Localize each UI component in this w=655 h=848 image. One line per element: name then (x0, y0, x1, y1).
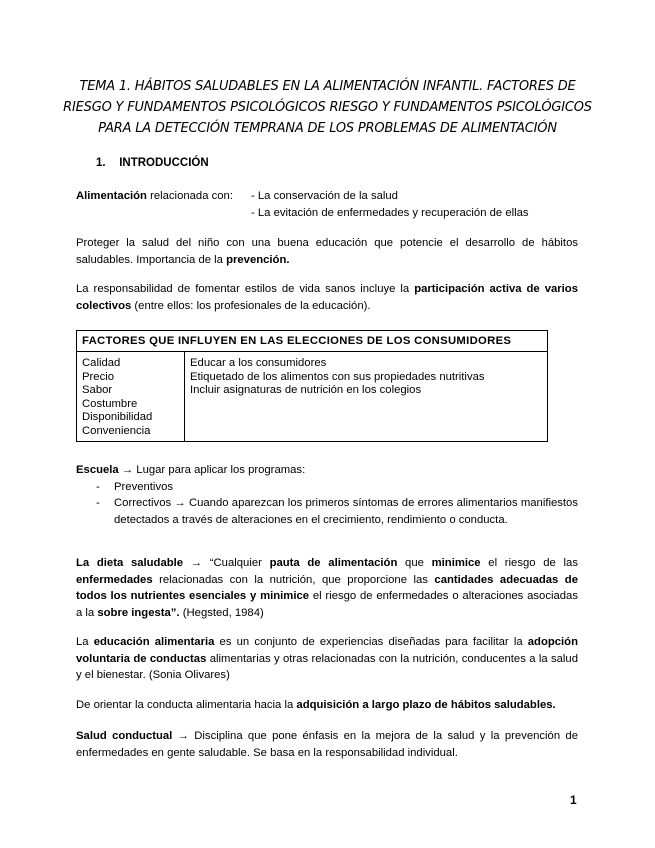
section-heading (96, 157, 209, 169)
title-line-2: RIESGO Y FUNDAMENTOS PSICOLÓGICOS RIESGO Y FUNDAMENTOS PSICOLÓGICOS (63, 100, 592, 115)
responsabilidad-text-2: (entre ellos: los profesionales de la educación). (131, 299, 371, 312)
salud-bold: Salud conductual (76, 730, 173, 742)
alimentacion-items (251, 188, 529, 221)
section-number: 1. (96, 157, 106, 169)
proteger-text: Proteger la salud del niño con una buena educación que potencie el desarrollo de hábitos saludables. Importancia de la (76, 237, 578, 266)
escuela-list (76, 479, 578, 529)
dieta-bold-5: cantidades adecuadas de todos los nutrientes esenciales y minimice (76, 573, 578, 602)
factor-item: Conveniencia (82, 424, 151, 437)
factor-item: Calidad (82, 357, 121, 369)
factors-cell (77, 352, 185, 442)
escuela-term: Escuela (76, 464, 119, 476)
list-item (76, 479, 578, 496)
list-item-text: Preventivos (114, 480, 174, 493)
salud-paragraph (76, 728, 578, 761)
alimentacion-label (76, 188, 233, 205)
table-row (77, 352, 548, 442)
table-header-row (77, 331, 548, 352)
salud-text: → Disciplina que pone énfasis en la mejora de la salud y la prevención de enfermedades en gente saludable. Se basa en la responsabilidad individual. (76, 730, 578, 759)
actions-cell (185, 352, 548, 442)
proteger-bold: prevención. (226, 253, 290, 266)
title-line-1: TEMA 1. HÁBITOS SALUDABLES EN LA ALIMENTACIÓN INFANTIL. FACTORES DE (79, 79, 576, 94)
responsabilidad-text-1: La responsabilidad de fomentar estilos de vida sanos incluye la (76, 283, 415, 295)
educacion-bold-1: educación alimentaria (93, 636, 215, 648)
dieta-bold-6: sobre ingesta”. (97, 606, 180, 619)
dieta-bold-2: pauta de alimentación (269, 557, 398, 569)
alimentacion-item-2: - La evitación de enfermedades y recuperación de ellas (251, 206, 529, 219)
escuela-paragraph (76, 462, 578, 528)
educacion-paragraph (76, 634, 578, 684)
dieta-bold-4: enfermedades (76, 573, 153, 586)
dieta-bold-3: minimice (431, 557, 481, 569)
dieta-text-1: → “Cualquier (183, 557, 270, 569)
dieta-text-4: relacionadas con la nutrición, que proporcione las (152, 573, 435, 586)
educacion-text-2: es un conjunto de experiencias diseñadas para facilitar la (214, 636, 528, 648)
responsabilidad-bold: participación activa de varios colectivos (76, 283, 578, 312)
orientar-text: De orientar la conducta alimentaria hacia la (76, 699, 297, 711)
escuela-rest: → Lugar para aplicar los programas: (118, 464, 306, 476)
factors-table (76, 330, 548, 442)
dieta-text-2: que (397, 557, 432, 569)
action-item: Educar a los consumidores (190, 357, 327, 369)
alimentacion-item-1: - La conservación de la salud (251, 190, 398, 202)
educacion-text-3: alimentarias y otras relacionadas con la nutrición, conducentes a la salud y el bienestar. (Sonia Olivares) (76, 652, 578, 681)
dash-bullet: - (96, 480, 100, 493)
factor-item: Costumbre (82, 397, 138, 410)
dieta-bold-1: La dieta saludable (76, 557, 184, 569)
action-item: Etiquetado de los alimentos con sus propiedades nutritivas (190, 370, 485, 383)
dieta-text-3: el riesgo de las (480, 557, 578, 569)
dieta-text-5: el riesgo de enfermedades o alteraciones asociadas a la (76, 590, 578, 619)
factor-item: Precio (82, 370, 115, 383)
orientar-paragraph (76, 697, 578, 714)
educacion-text-1: La (76, 636, 94, 648)
dieta-text-6: (Hegsted, 1984) (179, 606, 264, 619)
title-line-3: PARA LA DETECCIÓN TEMPRANA DE LOS PROBLEMAS DE ALIMENTACIÓN (98, 121, 557, 136)
alimentacion-term: Alimentación (76, 190, 147, 202)
proteger-paragraph (76, 235, 578, 268)
dieta-paragraph (76, 555, 578, 621)
document-title (60, 76, 595, 139)
escuela-line (76, 462, 578, 479)
list-item-text: Correctivos → Cuando aparezcan los primeros síntomas de errores alimentarios manifiestos detectados a través de alteraciones en el crecimiento, rendimiento o conducta. (114, 497, 578, 526)
action-item: Incluir asignaturas de nutrición en los colegios (190, 384, 422, 397)
dash-bullet: - (96, 497, 100, 509)
responsabilidad-paragraph (76, 281, 578, 314)
page-number: 1 (570, 793, 577, 807)
list-item (76, 495, 578, 528)
orientar-bold: adquisición a largo plazo de hábitos saludables. (296, 699, 556, 711)
educacion-bold-2: adopción voluntaria de conductas (76, 636, 578, 665)
factor-item: Sabor (82, 384, 113, 397)
factor-item: Disponibilidad (82, 411, 153, 424)
alimentacion-rest: relacionada con: (146, 190, 233, 202)
section-title: INTRODUCCIÓN (119, 157, 209, 169)
table-header: FACTORES QUE INFLUYEN EN LAS ELECCIONES DE LOS CONSUMIDORES (77, 331, 548, 352)
